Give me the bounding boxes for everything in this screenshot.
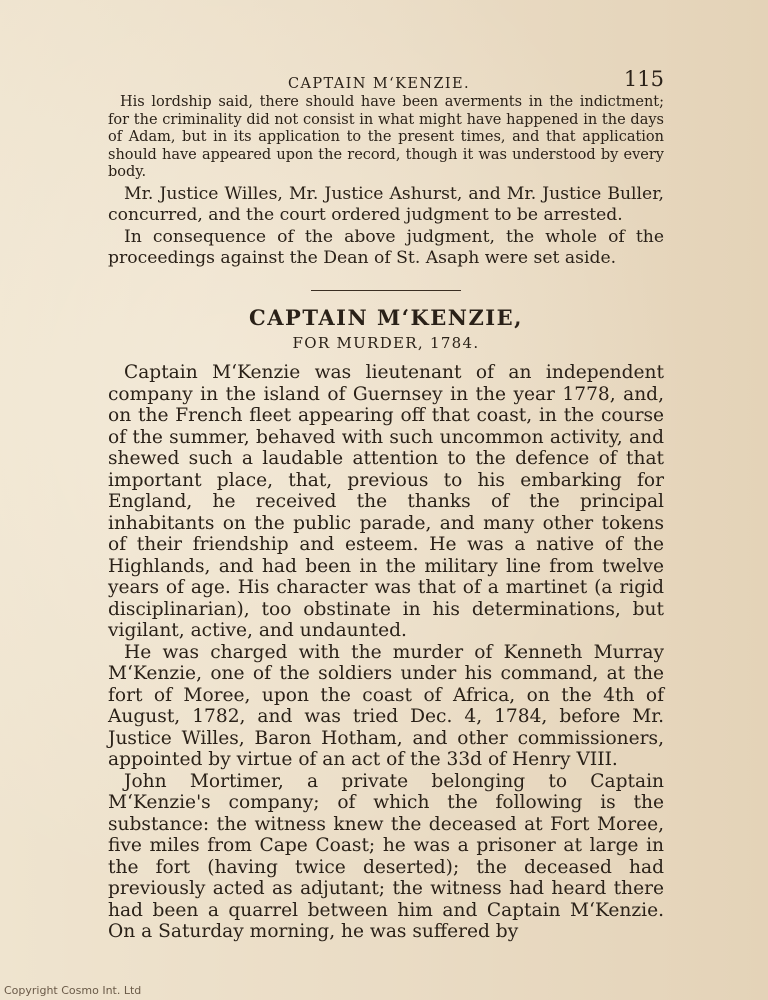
running-title: CAPTAIN M‘KENZIE.: [288, 76, 471, 92]
page-number: 115: [623, 67, 664, 91]
running-head: [108, 60, 664, 94]
paragraph-witness: John Mortimer, a private belonging to Captain M‘Kenzie's company; of which the following is the substance: the witness knew the deceased at Fort Moree, five miles from Cape Coast; he was a prisoner at large in the fort (having twice deserted); the deceased had previously acted as adjutant; the witness had heard there had been a quarrel between him and Captain M‘Kenzie. On a Saturday morning, he was suffered by: [108, 770, 664, 943]
paragraph-consequence: In consequence of the above judgment, the whole of the proceedings against the Dean of St. Asaph were set aside.: [108, 227, 664, 268]
section-subheading: FOR MURDER, 1784.: [292, 334, 480, 353]
copyright-watermark: Copyright Cosmo Int. Ltd: [4, 984, 142, 997]
paragraph-biography: Captain M‘Kenzie was lieutenant of an independent company in the island of Guernsey in the year 1778, and, on the French fleet appearing off that coast, in the course of the summer, behaved with such uncommon activity, and shewed such a laudable attention to the defence of that important place, that, previous to his embarking for England, he received the thanks of the principal inhabitants on the public parade, and many other tokens of their friendship and esteem. He was a native of the Highlands, and had been in the military line from twelve years of age. His character was that of a martinet (a rigid disciplinarian), too obstinate in his determinations, but vigilant, active, and undaunted.: [108, 362, 664, 642]
section-heading: CAPTAIN M‘KENZIE,: [249, 305, 523, 331]
paragraph-charge: He was charged with the murder of Kenneth Murray M‘Kenzie, one of the soldiers under his command, at the fort of Moree, upon the coast of Africa, on the 4th of August, 1782, and was tried Dec. 4, 1784, before Mr. Justice Willes, Baron Hotham, and other commissioners, appointed by virtue of an act of the 33d of Henry VIII.: [108, 641, 664, 771]
paragraph-lordship: His lordship said, there should have been averments in the indictment; for the criminality did not consist in what might have happened in the days of Adam, but in its application to the present times, and that application should have appeared upon the record, though it was understood by every body.: [108, 94, 664, 181]
paragraph-justices-concurred: Mr. Justice Willes, Mr. Justice Ashurst, and Mr. Justice Buller, concurred, and the court ordered judgment to be arrested.: [108, 183, 664, 225]
text-block: [108, 60, 664, 943]
section-divider: [311, 290, 461, 291]
